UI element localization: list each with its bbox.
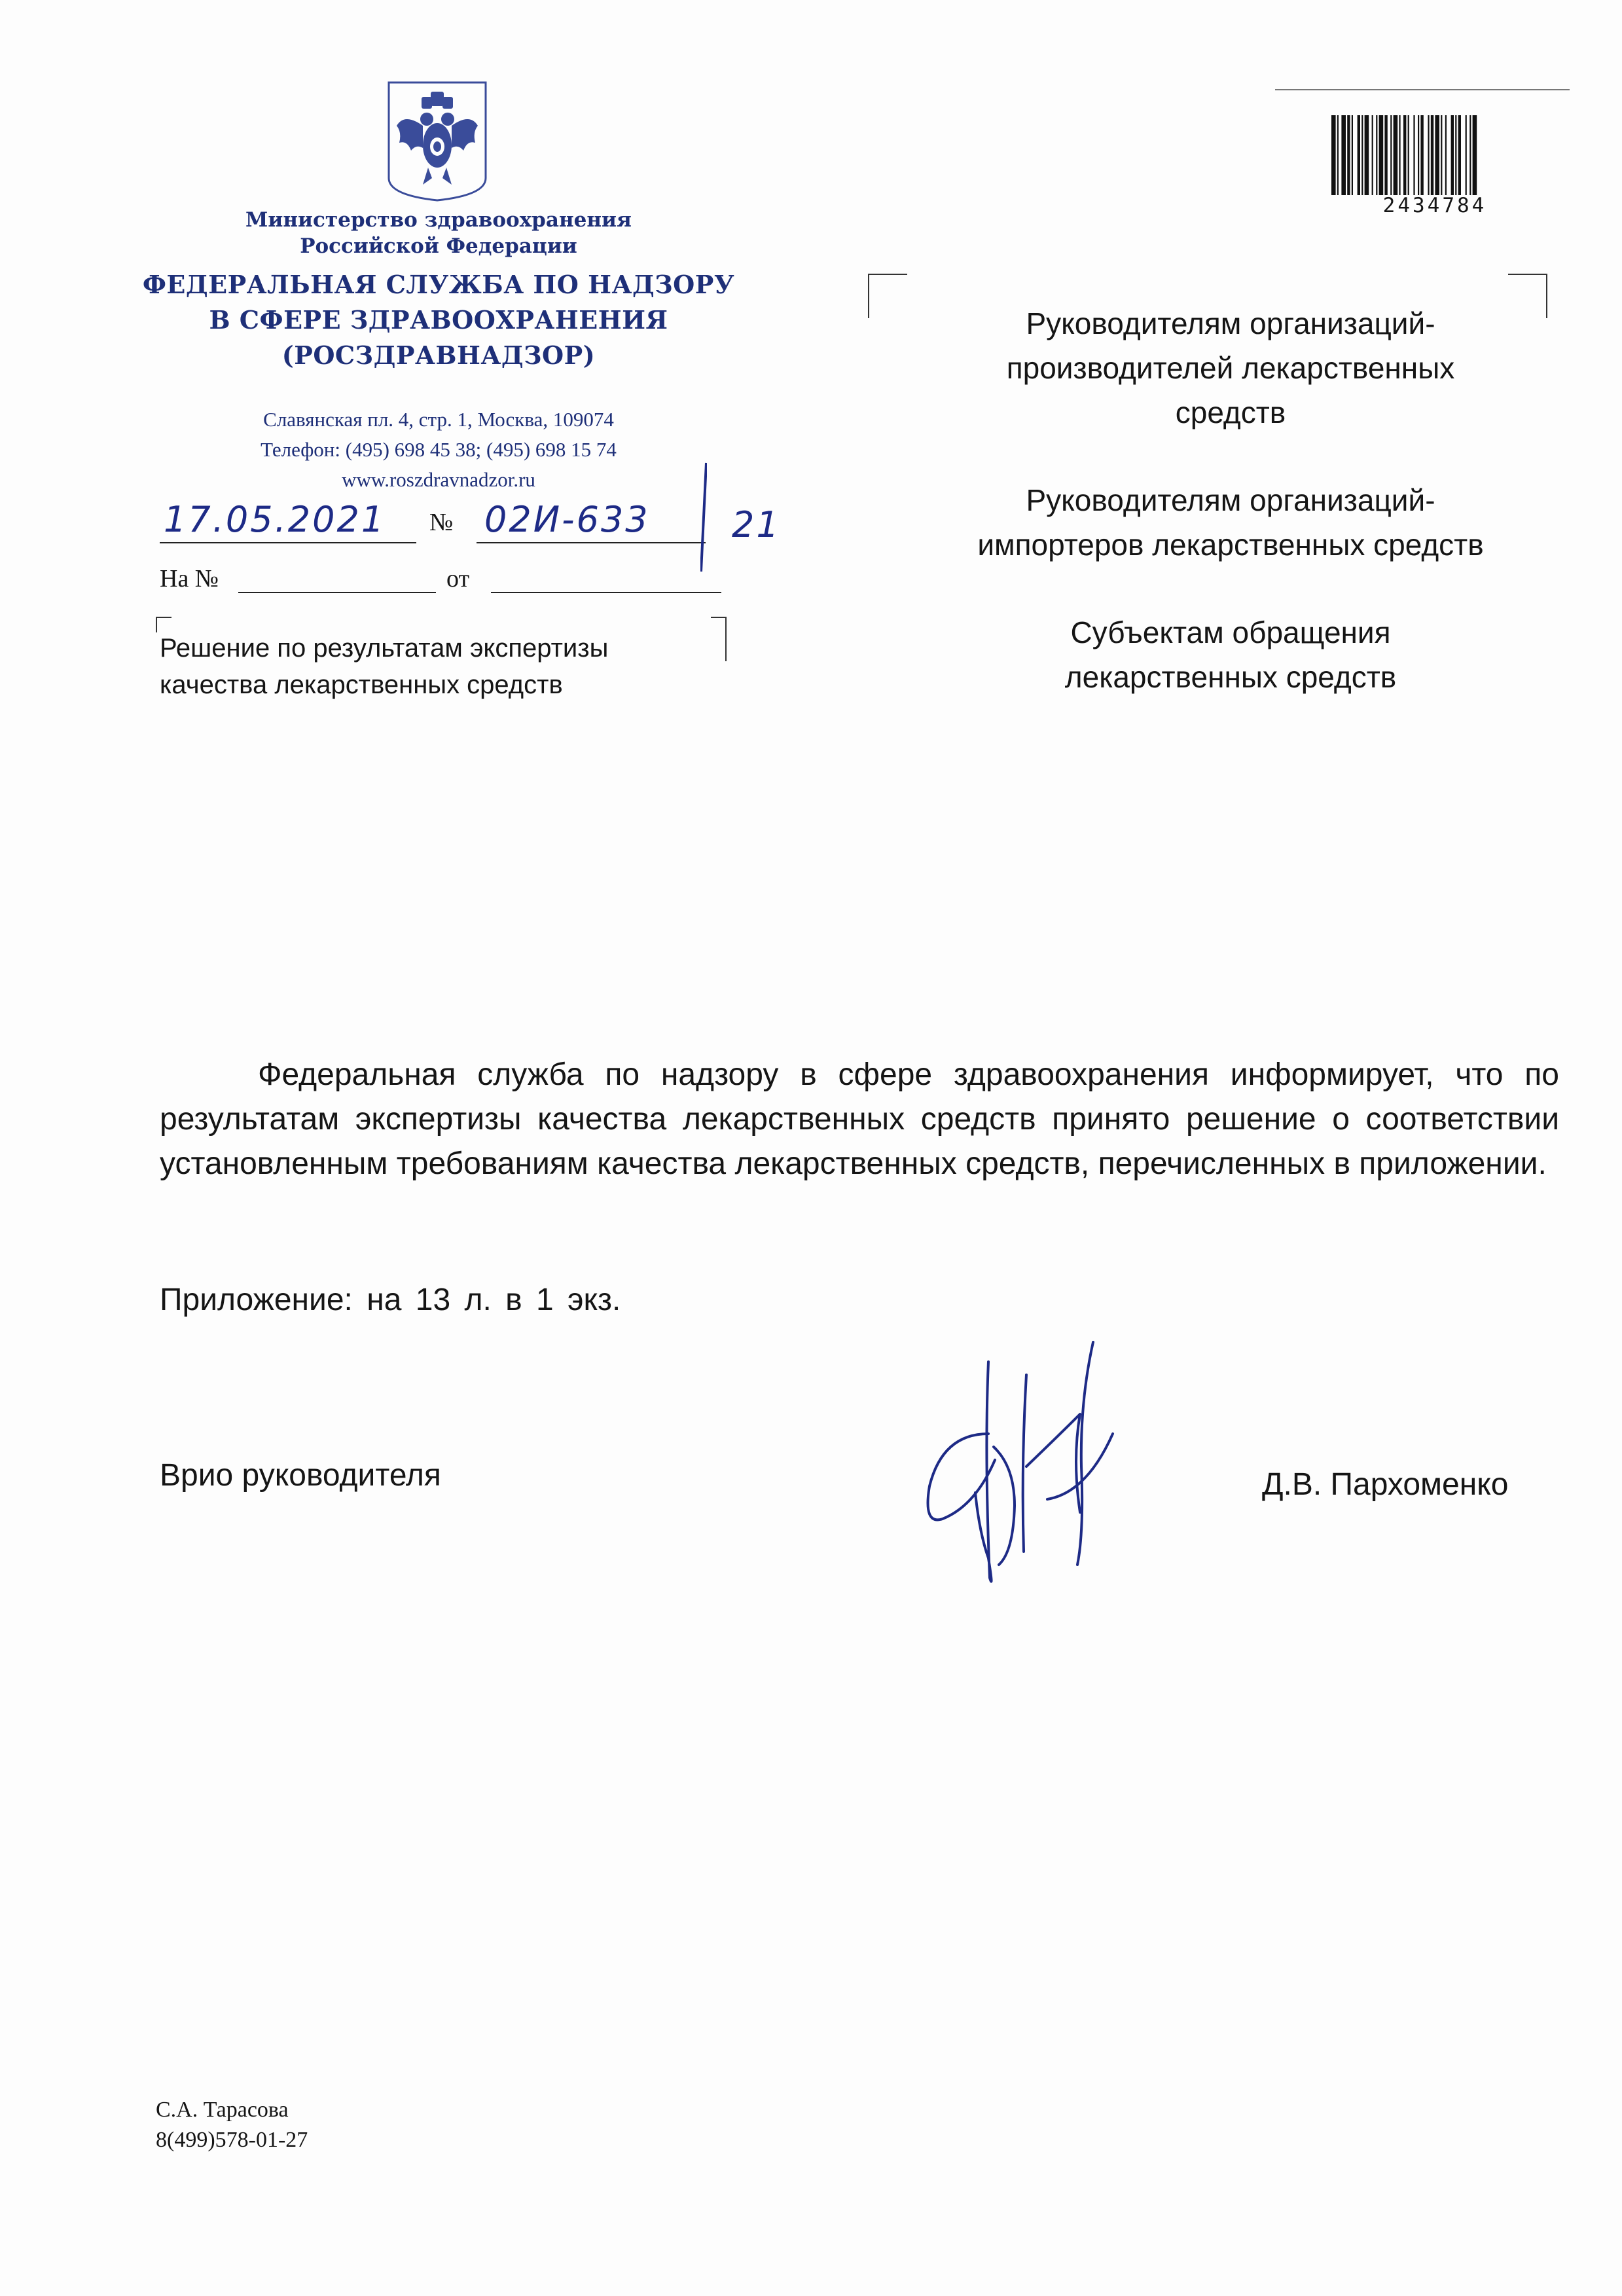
- signer-title: Врио руководителя: [160, 1458, 441, 1493]
- barcode-bar: [1352, 115, 1353, 195]
- ministry-line-2: Российской Федерации: [300, 234, 577, 258]
- service-line-2: В СФЕРЕ ЗДРАВООХРАНЕНИЯ: [209, 305, 668, 335]
- subject-line-2: качества лекарственных средств: [160, 670, 563, 699]
- service-name: [131, 267, 746, 373]
- barcode-bar: [1399, 115, 1400, 195]
- number-underline: [477, 542, 706, 543]
- handwritten-number: 02И-633: [484, 499, 650, 540]
- barcode-bar: [1455, 115, 1456, 195]
- barcode-bar: [1418, 115, 1419, 195]
- handwritten-number-suffix: 21: [732, 504, 781, 545]
- barcode-bar: [1466, 115, 1467, 195]
- coat-of-arms-emblem: [385, 80, 490, 202]
- addressee-line: средств: [1175, 395, 1286, 429]
- attachment-note: Приложение: на 13 л. в 1 экз.: [160, 1283, 621, 1317]
- barcode-bar: [1379, 115, 1384, 195]
- number-slash: [700, 462, 707, 573]
- barcode-bar: [1384, 115, 1387, 195]
- barcode-bar: [1390, 115, 1392, 195]
- barcode-bar: [1372, 115, 1373, 195]
- addressee-manufacturers: [903, 301, 1558, 435]
- barcode-bar: [1403, 115, 1406, 195]
- service-line-3: (РОСЗДРАВНАДЗОР): [281, 340, 596, 370]
- addressee-line: производителей лекарственных: [1006, 351, 1455, 385]
- addressee-subjects: [903, 610, 1558, 699]
- from-label: от: [446, 565, 470, 592]
- barcode-bar: [1451, 115, 1454, 195]
- barcode-bar: [1445, 115, 1447, 195]
- addressee-corner-left: [868, 274, 907, 318]
- addressee-line: импортеров лекарственных средств: [977, 528, 1484, 562]
- ministry-name: [196, 207, 681, 259]
- ministry-line-1: Министерство здравоохранения: [245, 208, 632, 232]
- barcode-bar: [1428, 115, 1429, 195]
- signer-name: Д.В. Пархоменко: [1262, 1467, 1509, 1502]
- number-sign: №: [429, 509, 454, 536]
- reply-to-label: На №: [160, 565, 219, 592]
- barcode-bar: [1331, 115, 1336, 195]
- executor-info: [156, 2095, 308, 2155]
- addressee-line: лекарственных средств: [1064, 660, 1397, 694]
- barcode-bar: [1469, 115, 1471, 195]
- barcode-bar: [1361, 115, 1363, 195]
- body-paragraph: Федеральная служба по надзору в сфере здравоохранения информирует, что по результатам экспертизы качества лекарственных средств принято решение о соответствии установленным требованиям качества лекарственных средств, перечисленных в приложении.: [160, 1057, 1559, 1181]
- subject: [160, 630, 749, 703]
- top-rule: [1275, 89, 1570, 90]
- barcode-bar: [1435, 115, 1439, 195]
- addressee-line: Руководителям организаций-: [1026, 483, 1435, 517]
- barcode-bar: [1473, 115, 1477, 195]
- barcode-bar: [1441, 115, 1442, 195]
- barcode-bar: [1365, 115, 1369, 195]
- reply-to-line: [238, 592, 436, 593]
- barcode-bar: [1458, 115, 1461, 195]
- subject-line-1: Решение по результатам экспертизы: [160, 634, 609, 663]
- addressee-line: Руководителям организаций-: [1026, 306, 1435, 340]
- executor-phone: 8(499)578-01-27: [156, 2128, 308, 2152]
- barcode-bar: [1420, 115, 1423, 195]
- barcode-bar: [1408, 115, 1409, 195]
- addressee-line: Субъектам обращения: [1070, 615, 1391, 649]
- barcode-number: 2434784: [1382, 194, 1487, 217]
- date-underline: [160, 542, 416, 543]
- barcode-bar: [1431, 115, 1433, 195]
- barcode-bar: [1358, 115, 1360, 195]
- barcode: [1330, 115, 1534, 197]
- barcode-bar: [1376, 115, 1377, 195]
- contacts-block: [164, 405, 713, 495]
- phone: Телефон: (495) 698 45 38; (495) 698 15 74: [261, 438, 617, 461]
- barcode-bar: [1394, 115, 1398, 195]
- website: www.roszdravnadzor.ru: [342, 468, 535, 491]
- executor-name: С.А. Тарасова: [156, 2098, 289, 2122]
- handwritten-date: 17.05.2021: [164, 499, 386, 540]
- service-line-1: ФЕДЕРАЛЬНАЯ СЛУЖБА ПО НАДЗОРУ: [142, 270, 735, 299]
- barcode-bar: [1413, 115, 1415, 195]
- barcode-bar: [1347, 115, 1350, 195]
- from-line: [491, 592, 721, 593]
- addressee-importers: [903, 478, 1558, 567]
- handwritten-signature: [916, 1336, 1139, 1597]
- address: Славянская пл. 4, стр. 1, Москва, 109074: [263, 408, 614, 431]
- barcode-bar: [1337, 115, 1339, 195]
- addressees-block: [903, 301, 1558, 742]
- barcode-bar: [1341, 115, 1346, 195]
